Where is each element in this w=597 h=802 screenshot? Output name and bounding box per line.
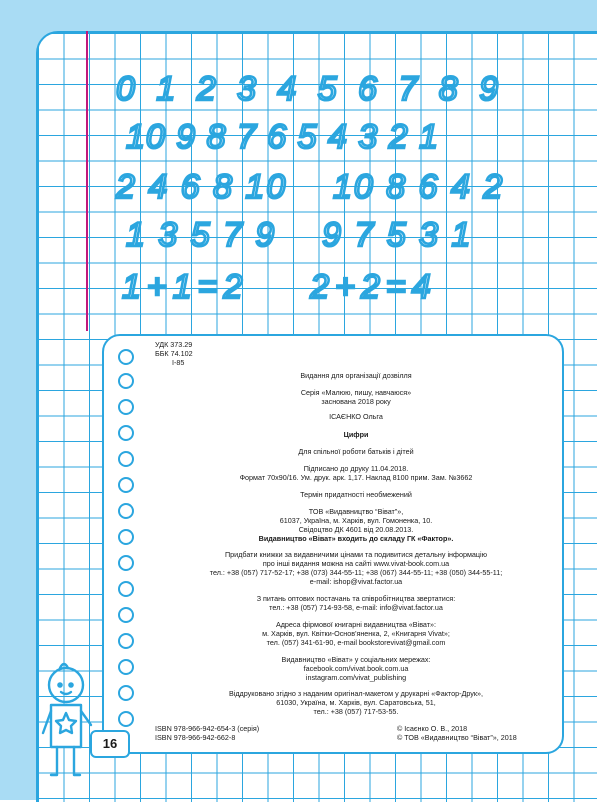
store-heading: Адреса фірмової книгарні видавництва «Віват»: [275,620,437,629]
copyright-publisher: © ТОВ «Видавництво “Віват”», 2018 [397,733,517,742]
audience-note: Для спільної роботи батьків і дітей [298,447,414,456]
copyright-author: © Ісаєнко О. В., 2018 [397,724,468,733]
shelf-life: Термін придатності необмежений [300,490,412,499]
binder-ring [118,503,134,519]
printing-house: Віддруковано згідно з наданим оригінал-макетом у друкарні «Фактор-Друк», [228,689,484,698]
wholesale-info: З питань оптових постачань та співробітництва звертатися: [256,594,456,603]
binder-ring [118,555,134,571]
purchase-phones: тел.: +38 (057) 717-52-17; +38 (073) 344-55-11; +38 (067) 344-55-11; +38 (050) 344-55-11; [209,568,503,577]
publisher-name: ТОВ «Видавництво “Віват”», [308,507,404,516]
publisher-address: 61037, Україна, м. Харків, вул. Гомоненка, 10. [279,516,433,525]
signed-for-print: Підписано до друку 11.04.2018. [303,464,409,473]
isbn-series: ISBN 978-966-942-654-3 (серія) [155,724,260,733]
wholesale-contacts: тел.: +38 (057) 714-93-58, e-mail: info@vivat.factor.ua [269,603,443,612]
binder-ring [118,633,134,649]
binder-ring [118,581,134,597]
tracing-row-3: 2 4 6 8 10 10 8 6 4 2 [116,168,505,206]
store-contacts: тел. (057) 341-61-90, e-mail bookstorevivat@gmail.com [266,638,446,647]
bbk-code: ББК 74.102 [155,349,193,358]
purchase-website: про інші видання можна на сайті www.vivat-book.com.ua [262,559,450,568]
child-mascot-icon [38,655,98,800]
page-number: 16 [90,730,130,758]
store-address: м. Харків, вул. Квітки-Основ'яненка, 2, «Книгарня Vivat»; [262,629,450,638]
tracing-row-5: 1+1=2 2+2=4 [122,268,437,306]
binder-ring [118,399,134,415]
tracing-row-1: 0 1 2 3 4 5 6 7 8 9 [116,70,505,108]
purchase-email: e-mail: ishop@vivat.factor.ua [309,577,403,586]
book-title: Цифри [343,430,369,439]
catalog-code: І-85 [172,358,185,367]
print-format: Формат 70х90/16. Ум. друк. арк. 1,17. Наклад 8100 прим. Зам. №3662 [239,473,473,482]
binder-ring [118,349,134,365]
publisher-certificate: Свідоцтво ДК 4601 від 20.08.2013. [298,525,414,534]
binder-ring [118,607,134,623]
digit-tracing-area [0,0,597,330]
purchase-info: Придбати книжки за видавничими цінами та подивитися детальну інформацію [225,550,487,559]
edition-purpose: Видання для організації дозвілля [300,371,412,380]
publisher-group-note: Видавництво «Віват» входить до складу ГК «Фактор». [258,534,454,543]
isbn-book: ISBN 978-966-942-662-8 [155,733,236,742]
binder-ring [118,451,134,467]
printing-address: 61030, Україна, м. Харків, вул. Саратовська, 51, [276,698,436,707]
printing-phone: тел.: +38 (057) 717-53-55. [313,707,399,716]
social-facebook: facebook.com/vivat.book.com.ua [303,664,409,673]
binder-ring [118,659,134,675]
series-line: Серія «Малюю, пишу, навчаюся» [300,388,412,397]
binder-ring [118,711,134,727]
author-name: ІСАЄНКО Ольга [329,412,383,421]
tracing-row-2: 10 9 8 7 6 5 4 3 2 1 [126,118,440,156]
social-instagram: instagram.com/vivat_publishing [305,673,407,682]
binder-ring [118,373,134,389]
series-founded: заснована 2018 року [321,397,391,406]
binder-ring [118,529,134,545]
binder-ring [118,477,134,493]
binder-ring [118,685,134,701]
binder-ring [118,425,134,441]
tracing-row-4: 1 3 5 7 9 9 7 5 3 1 [126,216,473,254]
udk-code: УДК 373.29 [155,340,193,349]
social-heading: Видавництво «Віват» у соціальних мережах: [281,655,431,664]
